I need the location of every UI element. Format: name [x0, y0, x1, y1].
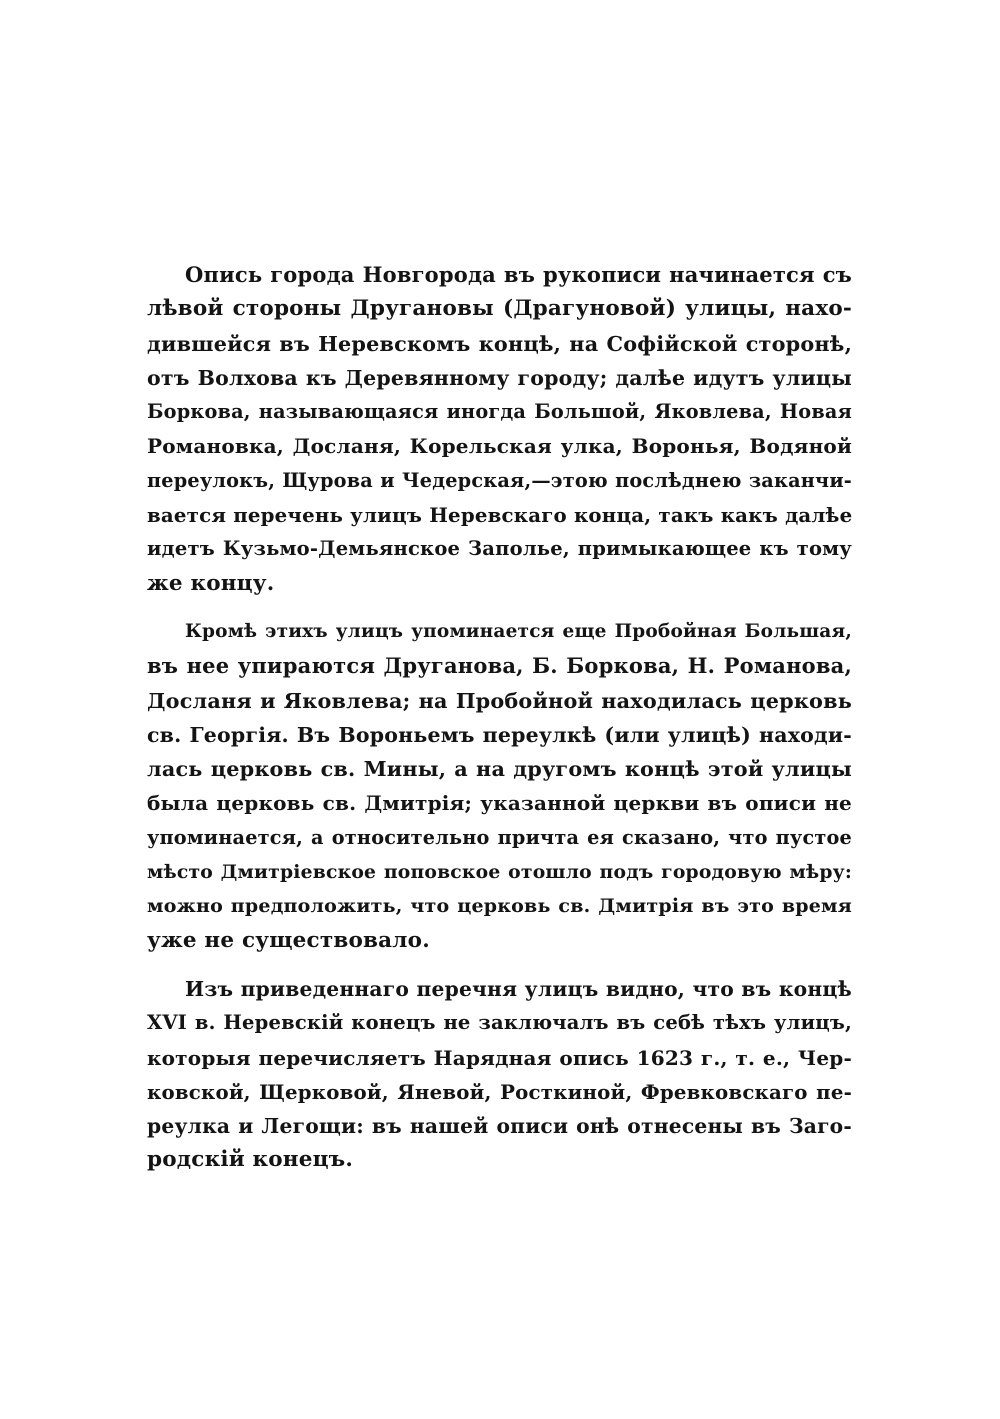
text-line: XVI в. Неревскій конецъ не заключалъ въ себѣ тѣхъ улицъ, [147, 1011, 852, 1035]
text-line: мѣсто Дмитріевское поповское отошло подъ городовую мѣру: [147, 861, 852, 884]
text-line: можно предположить, что церковь св. Дмитрія въ это время [147, 895, 852, 918]
text-line: Романовка, Досланя, Корельская улка, Воронья, Водяной [147, 434, 852, 459]
text-line: Досланя и Яковлева; на Пробойной находилась церковь [147, 688, 852, 713]
paragraph [147, 615, 852, 958]
text-line: же концу. [147, 570, 275, 596]
text-line: св. Георгія. Въ Вороньемъ переулкѣ (или улицѣ) находи- [147, 722, 852, 747]
text-line: которыя перечисляетъ Нарядная опись 1623 г., т. е., Чер- [147, 1045, 852, 1070]
text-line: была церковь св. Дмитрія; указанной церкви въ описи не [147, 791, 852, 816]
text-line: Изъ приведеннаго перечня улицъ видно, что въ концѣ [185, 976, 852, 1001]
text-line: идетъ Кузьмо-Демьянское Заполье, примыкающее къ тому [147, 537, 852, 561]
text-line: упоминается, а относительно причта ея сказано, что пустое [147, 825, 852, 849]
text-line: лѣвой стороны Другановы (Драгуновой) улицы, нахо- [147, 296, 852, 322]
text-line: дившейся въ Неревскомъ концѣ, на Софійской сторонѣ, [147, 331, 852, 356]
text-line: Боркова, называющаяся иногда Большой, Яковлева, Новая [147, 400, 852, 424]
text-line: вается перечень улицъ Неревскаго конца, такъ какъ далѣе [147, 503, 853, 528]
text-line: уже не существовало. [147, 927, 430, 953]
body-text [147, 258, 852, 1192]
text-line: Опись города Новгорода въ рукописи начинается съ [185, 262, 852, 287]
paragraph [147, 258, 852, 601]
paragraph [147, 972, 852, 1178]
text-line: лась церковь св. Мины, а на другомъ концѣ этой улицы [147, 757, 852, 782]
text-line: отъ Волхова къ Деревянному городу; далѣе идутъ улицы [147, 365, 852, 390]
text-line: родскій конецъ. [147, 1147, 354, 1173]
text-line: Кромѣ этихъ улицъ упоминается еще Пробойная Большая, [185, 620, 852, 642]
text-line: ковской, Щерковой, Яневой, Росткиной, Фревковскаго пе- [147, 1079, 852, 1104]
text-line: переулокъ, Щурова и Чедерская,—этою послѣднею заканчи- [147, 468, 852, 492]
text-line: въ нее упираются Друганова, Б. Боркова, Н. Романова, [147, 653, 852, 679]
text-line: реулка и Легощи: въ нашей описи онѣ отнесены въ Заго- [147, 1114, 852, 1139]
